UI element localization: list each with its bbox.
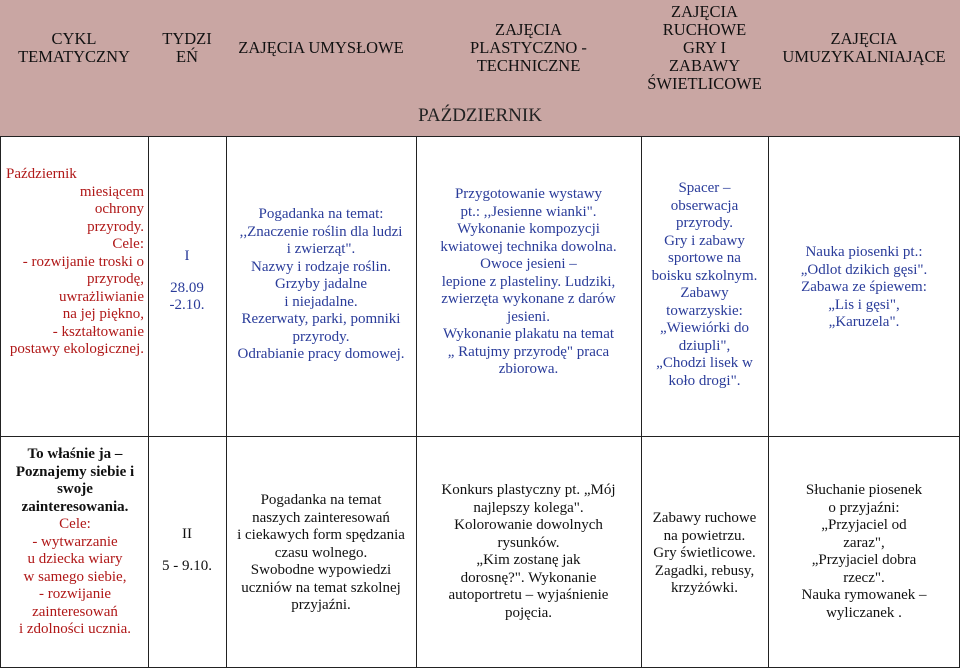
grid-line	[0, 136, 1, 668]
grid-line	[416, 136, 417, 668]
row2-movement: Zabawy ruchowe na powietrzu. Gry świetlicowe. Zagadki, rebusy, krzyżówki.	[652, 510, 757, 596]
table-header	[0, 0, 960, 136]
row1-art: Przygotowanie wystawy pt.: ,,Jesienne wianki". Wykonanie kompozycji kwiatowej technika dowolna. Owoce jesieni – lepione z plasteliny. Ludziki, zwierzęta wykonane z darów jesieni. Wykonanie plakatu na temat „ Ratujmy przyrodę" praca zbiorowa.	[440, 186, 617, 377]
row2-topic: To właśnie ja – Poznajemy siebie i swoje zainteresowania. Cele: - wytwarzanie u dziecka wiary w samego siebie, - rozwijanie zainteresowań i zdolności ucznia.	[15, 446, 135, 637]
header-mental: ZAJĘCIA UMYSŁOWE	[238, 38, 404, 57]
grid-line	[768, 136, 769, 668]
header-art: ZAJĘCIA PLASTYCZNO - TECHNICZNE	[470, 20, 587, 75]
header-music: ZAJĘCIA UMUZYKALNIAJĄCE	[782, 29, 946, 66]
row2-week: II 5 - 9.10.	[162, 526, 212, 574]
header-week: TYDZI EŃ	[162, 29, 212, 66]
row1-topic: Październik miesiącem ochrony przyrody. Cele: - rozwijanie troski o przyrodę, uwrażliwianie na jej piękno, - kształtowanie postawy ekologicznej.	[6, 166, 144, 357]
grid-line	[0, 136, 960, 137]
month-title: PAŹDZIERNIK	[418, 105, 542, 126]
grid-line	[641, 136, 642, 668]
row1-week: I 28.09 -2.10.	[169, 248, 205, 313]
row1-music: Nauka piosenki pt.: „Odlot dzikich gęsi". Zabawa ze śpiewem: „Lis i gęsi", „Karuzela".	[800, 244, 928, 330]
header-movement: ZAJĘCIA RUCHOWE GRY I ZABAWY ŚWIETLICOWE	[647, 2, 762, 93]
row2-mental: Pogadanka na temat naszych zainteresowań i ciekawych form spędzania czasu wolnego. Swobodne wypowiedzi uczniów na temat szkolnej przyjaźni.	[237, 492, 405, 613]
header-cycle: CYKL TEMATYCZNY	[18, 29, 130, 66]
grid-line	[226, 136, 227, 668]
row2-music: Słuchanie piosenek o przyjaźni: „Przyjaciel od zaraz", „Przyjaciel dobra rzecz". Nauka rymowanek – wyliczanek .	[801, 482, 927, 621]
row1-movement: Spacer – obserwacja przyrody. Gry i zabawy sportowe na boisku szkolnym. Zabawy towarzyskie: „Wiewiórki do dziupli", „Chodzi lisek w koło drogi".	[651, 180, 758, 389]
row2-art: Konkurs plastyczny pt. „Mój najlepszy kolega". Kolorowanie dowolnych rysunków. „Kim zostanę jak dorosnę?". Wykonanie autoportretu – wyjaśnienie pojęcia.	[441, 482, 616, 621]
grid-line	[148, 136, 149, 668]
grid-line	[0, 436, 960, 437]
row1-mental: Pogadanka na temat: ,,Znaczenie roślin dla ludzi i zwierząt". Nazwy i rodzaje roślin. Grzyby jadalne i niejadalne. Rezerwaty, parki, pomniki przyrody. Odrabianie pracy domowej.	[237, 206, 405, 362]
